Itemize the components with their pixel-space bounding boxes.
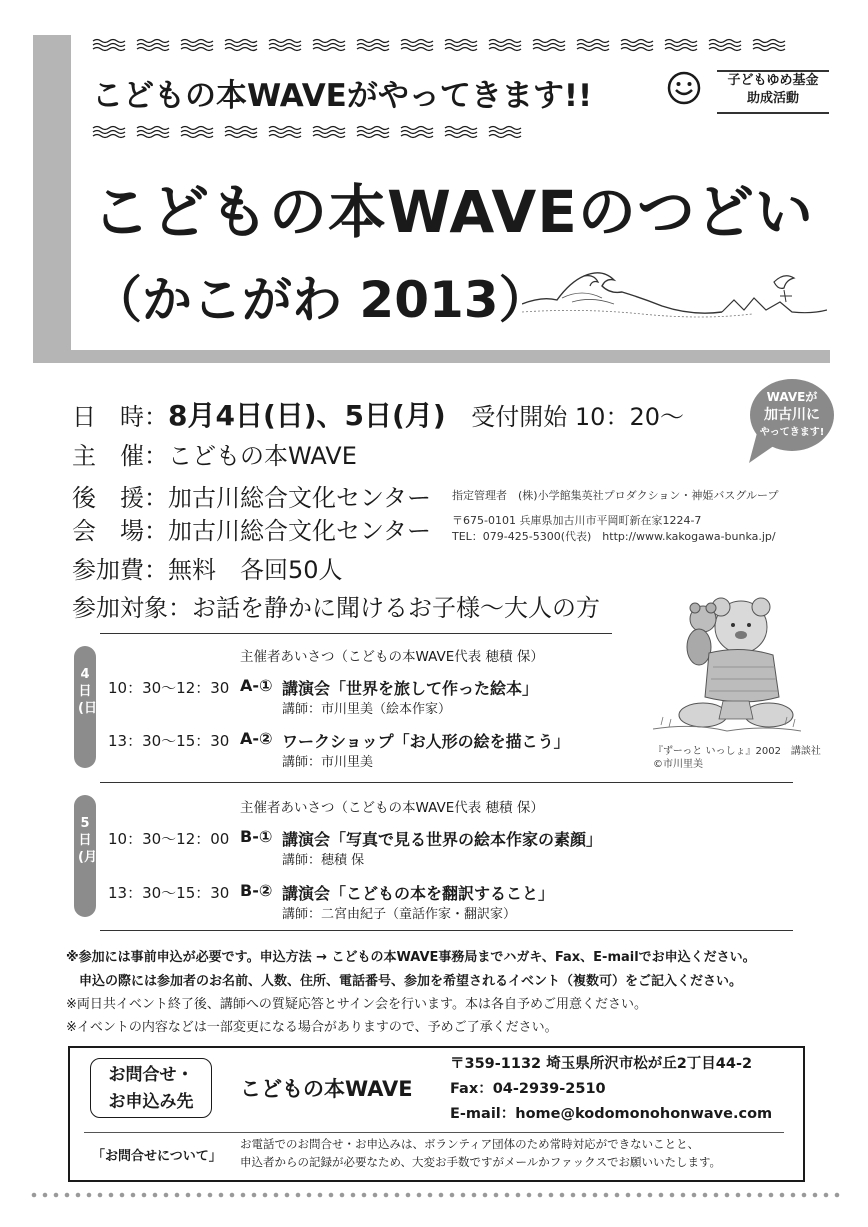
wavy-line-icon (180, 38, 214, 52)
dot (450, 1193, 455, 1198)
support-note: 指定管理者 (株)小学館集英社プロダクション・神姫バスグループ (452, 489, 779, 502)
dot (417, 1193, 422, 1198)
dot (714, 1193, 719, 1198)
contact-label (90, 1058, 212, 1118)
dot (395, 1193, 400, 1198)
dot (384, 1193, 389, 1198)
dot (164, 1193, 169, 1198)
dot (560, 1193, 565, 1198)
dot (813, 1193, 818, 1198)
wavy-line-icon (268, 125, 302, 139)
target-row (72, 588, 600, 623)
day1-event2-time: 13：30〜15：30 (108, 732, 230, 750)
day2-greeting: 主催者あいさつ（こどもの本WAVE代表 穂積 保） (240, 800, 544, 816)
dot (362, 1193, 367, 1198)
host-row (72, 436, 357, 471)
bubble-line2: 加古川に (764, 407, 820, 423)
dot (802, 1193, 807, 1198)
day2-event1-teacher: 講師：穂積 保 (282, 853, 365, 868)
dot (175, 1193, 180, 1198)
dot (494, 1193, 499, 1198)
date-row (72, 394, 684, 434)
dot (615, 1193, 620, 1198)
dot (274, 1193, 279, 1198)
day1-tab-label: 4日(日) (78, 667, 103, 716)
dot (153, 1193, 158, 1198)
wavy-line-icon (576, 38, 610, 52)
dot (131, 1193, 136, 1198)
dot (318, 1193, 323, 1198)
dot (241, 1193, 246, 1198)
wavy-line-icon (664, 38, 698, 52)
schedule-divider-middle (100, 782, 793, 783)
venue-address: 〒675-0101 兵庫県加古川市平岡町新在家1224-7 (452, 514, 702, 527)
wavy-line-icon (488, 38, 522, 52)
schedule-divider-top (100, 633, 612, 634)
dot (230, 1193, 235, 1198)
grant-badge (717, 70, 829, 114)
wavy-line-icon (356, 125, 390, 139)
dot (692, 1193, 697, 1198)
dot (428, 1193, 433, 1198)
grant-badge-line1: 子どもゆめ基金 (727, 73, 819, 88)
dot (571, 1193, 576, 1198)
support-value: 加古川総合文化センター (168, 484, 432, 512)
dot (736, 1193, 741, 1198)
dot (252, 1193, 257, 1198)
dotted-border (30, 1190, 840, 1200)
dot (54, 1193, 59, 1198)
dot (142, 1193, 147, 1198)
wavy-line-icon (92, 38, 126, 52)
dot (758, 1193, 763, 1198)
day2-event1-code: B-① (240, 827, 273, 846)
dot (516, 1193, 521, 1198)
day2-tab-label: 5日(月) (78, 816, 103, 865)
teddy-bear-illustration (653, 597, 801, 739)
support-row (72, 478, 431, 513)
dot (87, 1193, 92, 1198)
dot (824, 1193, 829, 1198)
dot (747, 1193, 752, 1198)
contact-label-line2: お申込み先 (108, 1092, 194, 1112)
about-inquiries-text1: お電話でのお問合せ・お申込みは、ボランティア団体のため常時対応ができないことと、 (240, 1137, 700, 1151)
dot (626, 1193, 631, 1198)
caption-line1: 『ずーっと いっしょ』2002 講談社 (653, 746, 821, 757)
schedule-divider-bottom (100, 930, 793, 931)
day2-event2-code: B-② (240, 881, 273, 900)
contact-address: 〒359-1132 埼玉県所沢市松が丘2丁目44-2 (450, 1056, 753, 1072)
wavy-line-icon (400, 125, 434, 139)
dot (263, 1193, 268, 1198)
dot (109, 1193, 114, 1198)
wavy-line-icon (752, 38, 786, 52)
wavy-line-icon (620, 38, 654, 52)
dot (43, 1193, 48, 1198)
dot (505, 1193, 510, 1198)
note-registration-details: 申込の際には参加者のお名前、人数、住所、電話番号、参加を希望されるイベント（複数可）をご記入ください。 (66, 974, 743, 989)
grant-badge-line2: 助成活動 (746, 91, 799, 106)
dot (186, 1193, 191, 1198)
dot (780, 1193, 785, 1198)
illustration-caption (653, 745, 821, 771)
about-inquiries-text2: 申込者からの記録が必要なため、大変お手数ですがメールかファックスでお願いいたします。 (240, 1155, 722, 1169)
contact-organization: こどもの本WAVE (240, 1077, 413, 1101)
day1-event1-title: 講演会「世界を旅して作った絵本」 (282, 679, 539, 698)
fee-label: 参加費： (72, 556, 168, 584)
wavy-line-icon (224, 38, 258, 52)
wavy-decoration-middle (92, 125, 522, 139)
dot (791, 1193, 796, 1198)
smiley-icon (666, 70, 702, 106)
note-signing: ※両日共イベント終了後、講師への質疑応答とサイン会を行います。本は各自予めご用意ください。 (66, 997, 647, 1012)
dot (406, 1193, 411, 1198)
day2-event1-time: 10：30〜12：00 (108, 830, 230, 848)
dot (208, 1193, 213, 1198)
dot (340, 1193, 345, 1198)
dot (373, 1193, 378, 1198)
day1-event1-code: A-① (240, 676, 273, 695)
day2-event2-time: 13：30〜15：30 (108, 884, 230, 902)
dot (549, 1193, 554, 1198)
dot (219, 1193, 224, 1198)
venue-label: 会 場： (72, 517, 168, 545)
speech-bubble (745, 375, 835, 465)
dot (582, 1193, 587, 1198)
dot (120, 1193, 125, 1198)
day1-tab (74, 646, 103, 768)
contact-email[interactable]: E-mail：home@kodomonohonwave.com (450, 1106, 773, 1122)
day1-greeting: 主催者あいさつ（こどもの本WAVE代表 穂積 保） (240, 649, 544, 665)
fee-row (72, 550, 343, 585)
dot (725, 1193, 730, 1198)
dot (329, 1193, 334, 1198)
contact-divider (84, 1132, 784, 1133)
day2-tab (74, 795, 103, 917)
caption-line2: ©市川里美 (653, 759, 703, 770)
dot (648, 1193, 653, 1198)
header-bottom-bar (33, 350, 830, 363)
bubble-line3: やってきます! (759, 427, 825, 438)
fee-value: 無料 各回50人 (168, 556, 343, 584)
wavy-line-icon (180, 125, 214, 139)
dot (593, 1193, 598, 1198)
dot (637, 1193, 642, 1198)
dot (769, 1193, 774, 1198)
wavy-line-icon (92, 125, 126, 139)
reception-time: 受付開始 10：20〜 (471, 403, 684, 431)
about-inquiries-label: 「お問合せについて」 (92, 1149, 222, 1164)
note-registration: ※参加には事前申込が必要です。申込方法 → こどもの本WAVE事務局までハガキ、Fax、E-mailでお申込ください。 (66, 950, 756, 965)
wavy-line-icon (444, 38, 478, 52)
wavy-decoration-top (92, 38, 786, 52)
main-title: こどもの本WAVEのつどい (92, 178, 814, 246)
header-left-bar (33, 35, 71, 363)
wavy-line-icon (532, 38, 566, 52)
dot (835, 1193, 840, 1198)
wavy-line-icon (136, 38, 170, 52)
host-label: 主 催： (72, 442, 168, 470)
day1-event1-time: 10：30〜12：30 (108, 679, 230, 697)
wavy-line-icon (268, 38, 302, 52)
day2-event2-title: 講演会「こどもの本を翻訳すること」 (282, 884, 555, 903)
dot (659, 1193, 664, 1198)
venue-contact: TEL：079-425-5300(代表) http://www.kakogawa-bunka.jp/ (452, 530, 776, 543)
day1-event2-title: ワークショップ「お人形の絵を描こう」 (282, 732, 570, 751)
wavy-line-icon (488, 125, 522, 139)
wavy-line-icon (400, 38, 434, 52)
dot (439, 1193, 444, 1198)
wavy-line-icon (444, 125, 478, 139)
dot (285, 1193, 290, 1198)
target-value: お話を静かに聞けるお子様〜大人の方 (192, 594, 600, 622)
sub-title: （かこがわ 2013） (92, 271, 549, 329)
wavy-line-icon (356, 38, 390, 52)
wavy-line-icon (708, 38, 742, 52)
wavy-line-icon (224, 125, 258, 139)
note-changes: ※イベントの内容などは一部変更になる場合がありますので、予めご了承ください。 (66, 1020, 558, 1035)
dot (472, 1193, 477, 1198)
date-value: 8月4日(日)、5日(月) (168, 399, 446, 432)
day1-event2-code: A-② (240, 729, 273, 748)
dot (65, 1193, 70, 1198)
dot (307, 1193, 312, 1198)
dot (296, 1193, 301, 1198)
tagline: こどもの本WAVEがやってきます!! (92, 78, 593, 114)
dot (681, 1193, 686, 1198)
wavy-line-icon (312, 125, 346, 139)
dot (76, 1193, 81, 1198)
contact-fax: Fax：04-2939-2510 (450, 1081, 606, 1097)
day2-event2-teacher: 講師：二宮由紀子（童話作家・翻訳家） (282, 907, 517, 922)
target-label: 参加対象： (72, 594, 192, 622)
dot (351, 1193, 356, 1198)
dot (98, 1193, 103, 1198)
dot (527, 1193, 532, 1198)
host-value: こどもの本WAVE (168, 442, 357, 470)
wavy-line-icon (136, 125, 170, 139)
day2-event1-title: 講演会「写真で見る世界の絵本作家の素顔」 (282, 830, 603, 849)
date-label: 日 時： (72, 403, 168, 431)
bubble-line1: WAVEが (766, 390, 818, 404)
contact-label-line1: お問合せ・ (108, 1065, 194, 1085)
dot (32, 1193, 37, 1198)
wave-illustration (522, 262, 827, 324)
dot (197, 1193, 202, 1198)
dot (670, 1193, 675, 1198)
dot (703, 1193, 708, 1198)
day1-event1-teacher: 講師：市川里美（絵本作家） (282, 702, 452, 717)
dot (483, 1193, 488, 1198)
dot (461, 1193, 466, 1198)
venue-value: 加古川総合文化センター (168, 517, 432, 545)
venue-row (72, 511, 431, 546)
dot (538, 1193, 543, 1198)
dot (604, 1193, 609, 1198)
day1-event2-teacher: 講師：市川里美 (282, 755, 374, 770)
support-label: 後 援： (72, 484, 168, 512)
wavy-line-icon (312, 38, 346, 52)
